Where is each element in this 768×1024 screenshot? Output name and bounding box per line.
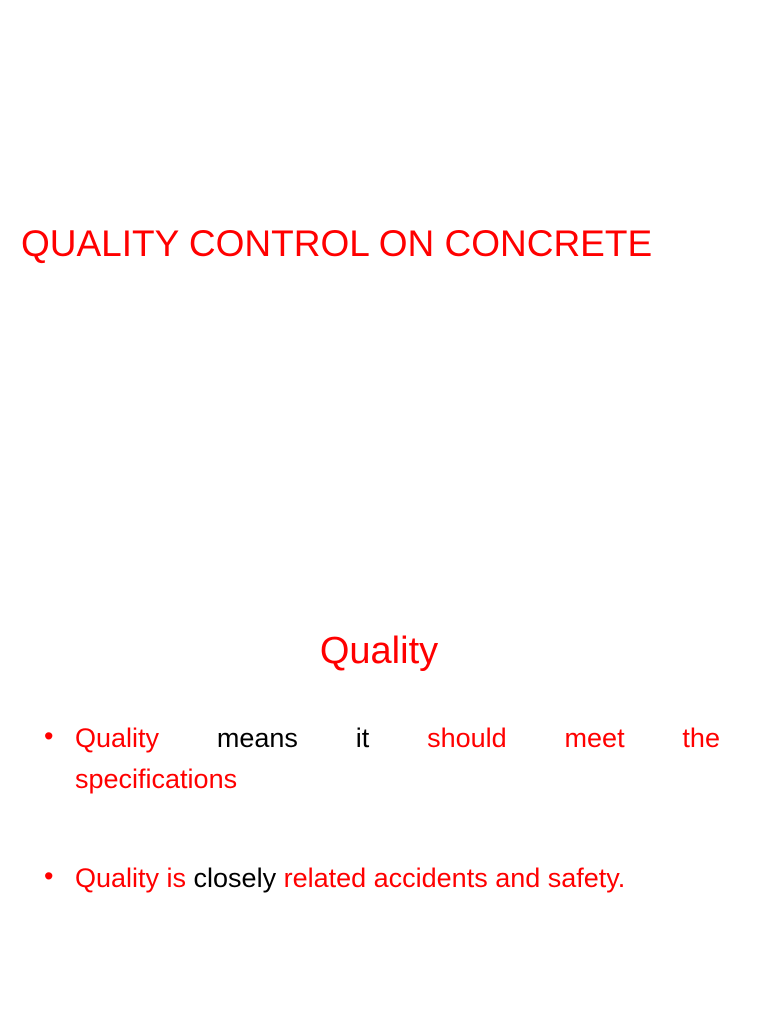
bullet-marker: • xyxy=(44,721,54,751)
word-the: the xyxy=(682,723,720,753)
word-quality: Quality xyxy=(75,723,160,753)
bullet-2-segment-1: Quality is xyxy=(75,863,194,893)
word-means: means xyxy=(216,723,298,753)
word-should: should xyxy=(427,723,507,753)
word-it: it xyxy=(355,723,370,753)
word-meet: meet xyxy=(564,723,625,753)
bullet-marker: • xyxy=(44,861,54,891)
bullet-1-line-1 xyxy=(75,718,720,758)
section-heading: Quality xyxy=(319,630,439,672)
bullet-2-line xyxy=(75,858,625,898)
bullet-2-segment-2: closely xyxy=(193,863,284,893)
slide-title: QUALITY CONTROL ON CONCRETE xyxy=(21,223,653,264)
bullet-2-segment-3: related accidents and safety. xyxy=(283,863,626,893)
bullet-1-line-2: specifications xyxy=(75,764,238,794)
